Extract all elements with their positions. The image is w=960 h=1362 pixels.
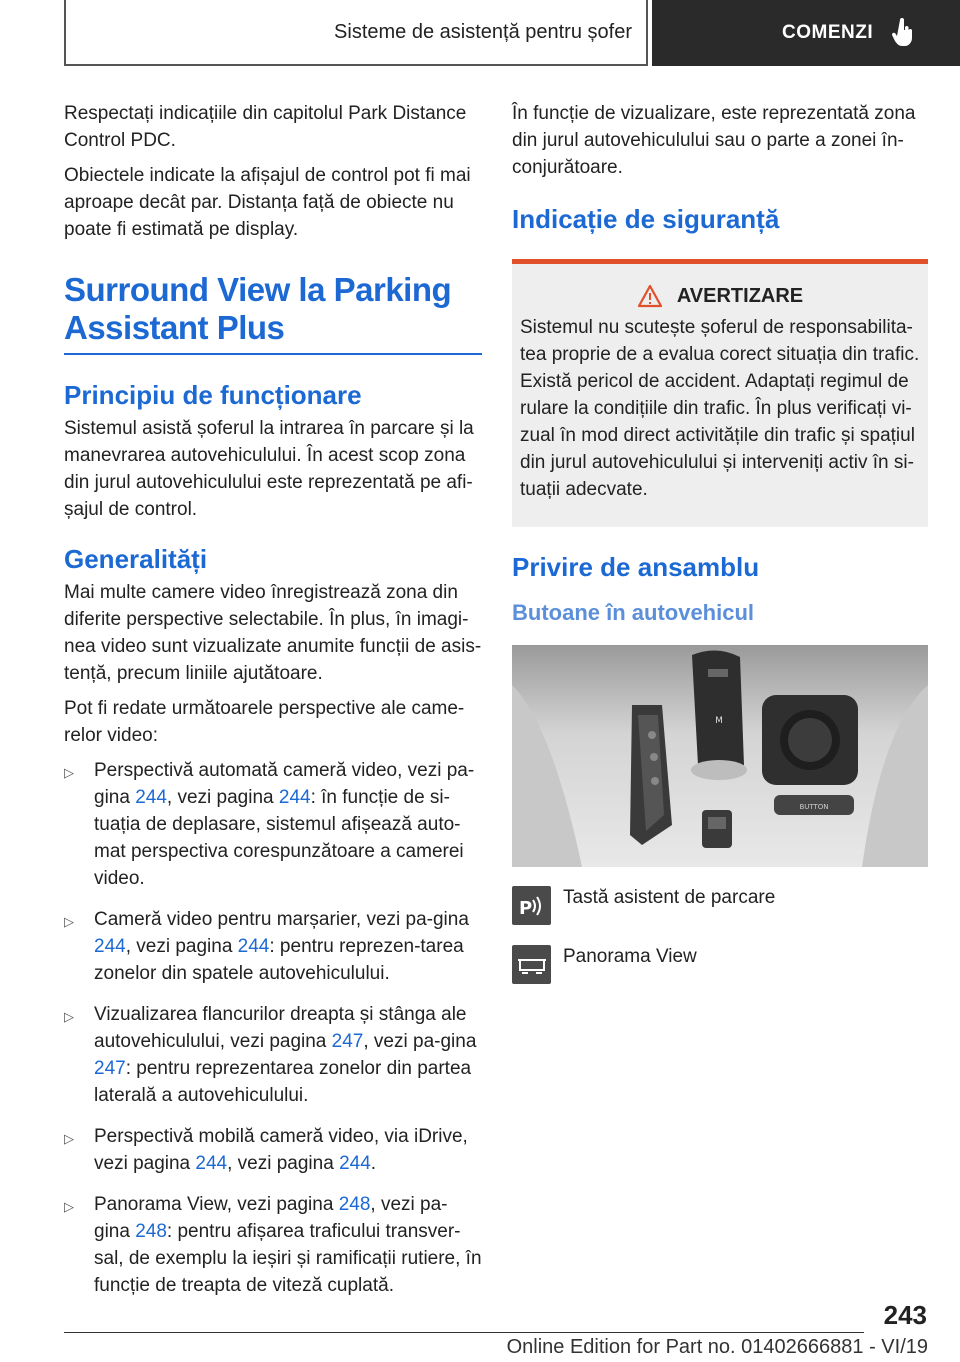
- gear-selector-badge: M: [715, 716, 723, 726]
- principle-text: Sistemul asistă șoferul la intrarea în parcare și la manevrarea autovehiculului. În acest scop zona din jurul autovehiculului este reprezentată pe afi-șajul de control.: [64, 418, 474, 520]
- perspectives-list: [64, 757, 482, 1299]
- general-text-2: Pot fi redate următoarele perspective ale came-relor video:: [64, 698, 465, 746]
- right-column: [512, 100, 928, 1004]
- header-section-title: Sisteme de asistență pentru șofer: [334, 20, 632, 43]
- page-link[interactable]: 244: [278, 787, 311, 808]
- principle-heading: Principiu de funcționare: [64, 380, 362, 410]
- page-number: 243: [883, 1300, 927, 1330]
- key-row-panorama-view: [512, 945, 928, 984]
- list-item: ▷ Perspectivă mobilă cameră video, via iDrive, vezi pagina 244, vezi pagina 244.: [64, 1126, 468, 1174]
- left-column: [64, 100, 482, 1313]
- pointing-hand-icon: [891, 18, 915, 48]
- view-intro-text: În funcție de vizualizare, este reprezentată zona din jurul autovehiculului sau o parte a zonei în-conjurătoare.: [512, 103, 916, 178]
- warning-text: Sistemul nu scutește șoferul de responsabilita-tea proprie de a evalua corect situația din trafic. Există pericol de accident. Adaptați regimul de rulare la condițiile din trafic. În plus verificați vi-zual în mod direct activitățile din trafic și spațiul din jurul autovehiculului și interveniți activ în si-tuații adecvate.: [520, 317, 920, 500]
- page-header: [64, 0, 960, 66]
- parking-assistant-key-icon: [512, 886, 551, 925]
- header-section-box: [64, 0, 648, 66]
- triangle-bullet-icon: ▷: [64, 765, 74, 780]
- page-link[interactable]: 244: [237, 936, 270, 957]
- triangle-bullet-icon: ▷: [64, 914, 74, 929]
- general-text-1: Mai multe camere video înregistrează zona din diferite perspective selectabile. În plus, în imagi-nea video sunt vizualizate anumite funcții de asis-tență, precum liniile ajutătoare.: [64, 582, 482, 684]
- footer-edition: Online Edition for Part no. 01402666881 - VI/19: [506, 1336, 928, 1358]
- warning-box: [512, 264, 928, 527]
- header-tab-comenzi[interactable]: [652, 0, 960, 66]
- overview-heading: Privire de ansamblu: [512, 552, 760, 582]
- header-tab-label: COMENZI: [782, 22, 874, 43]
- page-link[interactable]: 247: [94, 1058, 126, 1079]
- intro-paragraph-1: Respectați indicațiile din capitolul Park Distance Control PDC.: [64, 103, 467, 151]
- svg-text:P: P: [518, 897, 532, 918]
- list-item: ▷ Vizualizarea flancurilor dreapta și stânga ale autovehiculului, vezi pagina 247, vezi pa-gina 247: pentru reprezentarea zonelor din partea laterală a autovehiculului.: [64, 1004, 477, 1106]
- general-heading: Generalități: [64, 544, 208, 574]
- list-item: ▷ Panorama View, vezi pagina 248, vezi pa-gina 248: pentru afișarea traficului transver-sal, de exemplu la ieșiri și ramificații rutiere, în funcție de treapta de viteză cuplată.: [64, 1194, 482, 1296]
- triangle-bullet-icon: ▷: [64, 1131, 74, 1146]
- page-link[interactable]: 244: [195, 1153, 228, 1174]
- page-link[interactable]: 248: [338, 1194, 371, 1215]
- list-item: ▷ Cameră video pentru marșarier, vezi pa-gina 244, vezi pagina 244: pentru reprezen-tarea zonelor din spatele autovehiculului.: [64, 909, 469, 984]
- panorama-view-key-label: Panorama View: [563, 946, 697, 967]
- photo-button-label: BUTTON: [799, 803, 829, 811]
- page-link[interactable]: 244: [339, 1153, 371, 1174]
- center-console-photo: [512, 645, 928, 867]
- safety-heading: Indicație de siguranță: [512, 204, 780, 234]
- panorama-view-key-icon: [512, 945, 551, 984]
- page-link[interactable]: 244: [135, 787, 167, 808]
- list-item: ▷ Perspectivă automată cameră video, vezi pa-gina 244, vezi pagina 244: în funcție de si-tuația de deplasare, sistemul afișează auto-mat perspectiva corespunzătoare a camerei video.: [64, 760, 475, 889]
- page-link[interactable]: 248: [135, 1221, 167, 1242]
- footer-rule: [64, 1332, 864, 1333]
- intro-paragraph-2: Obiectele indicate la afișajul de control pot fi mai aproape decât par. Distanța față de obiecte nu poate fi estimată pe display.: [64, 165, 471, 240]
- chapter-title: Surround View la Parking Assistant Plus: [64, 271, 482, 355]
- parking-assistant-key-label: Tastă asistent de parcare: [563, 887, 776, 908]
- triangle-bullet-icon: ▷: [64, 1009, 74, 1024]
- key-row-parking-assistant: [512, 886, 928, 925]
- warning-label: AVERTIZARE: [676, 284, 804, 307]
- triangle-bullet-icon: ▷: [64, 1199, 74, 1214]
- warning-triangle-icon: [637, 284, 663, 308]
- buttons-heading: Butoane în autovehicul: [512, 600, 755, 625]
- page-link[interactable]: 244: [94, 936, 126, 957]
- page-link[interactable]: 247: [331, 1031, 364, 1052]
